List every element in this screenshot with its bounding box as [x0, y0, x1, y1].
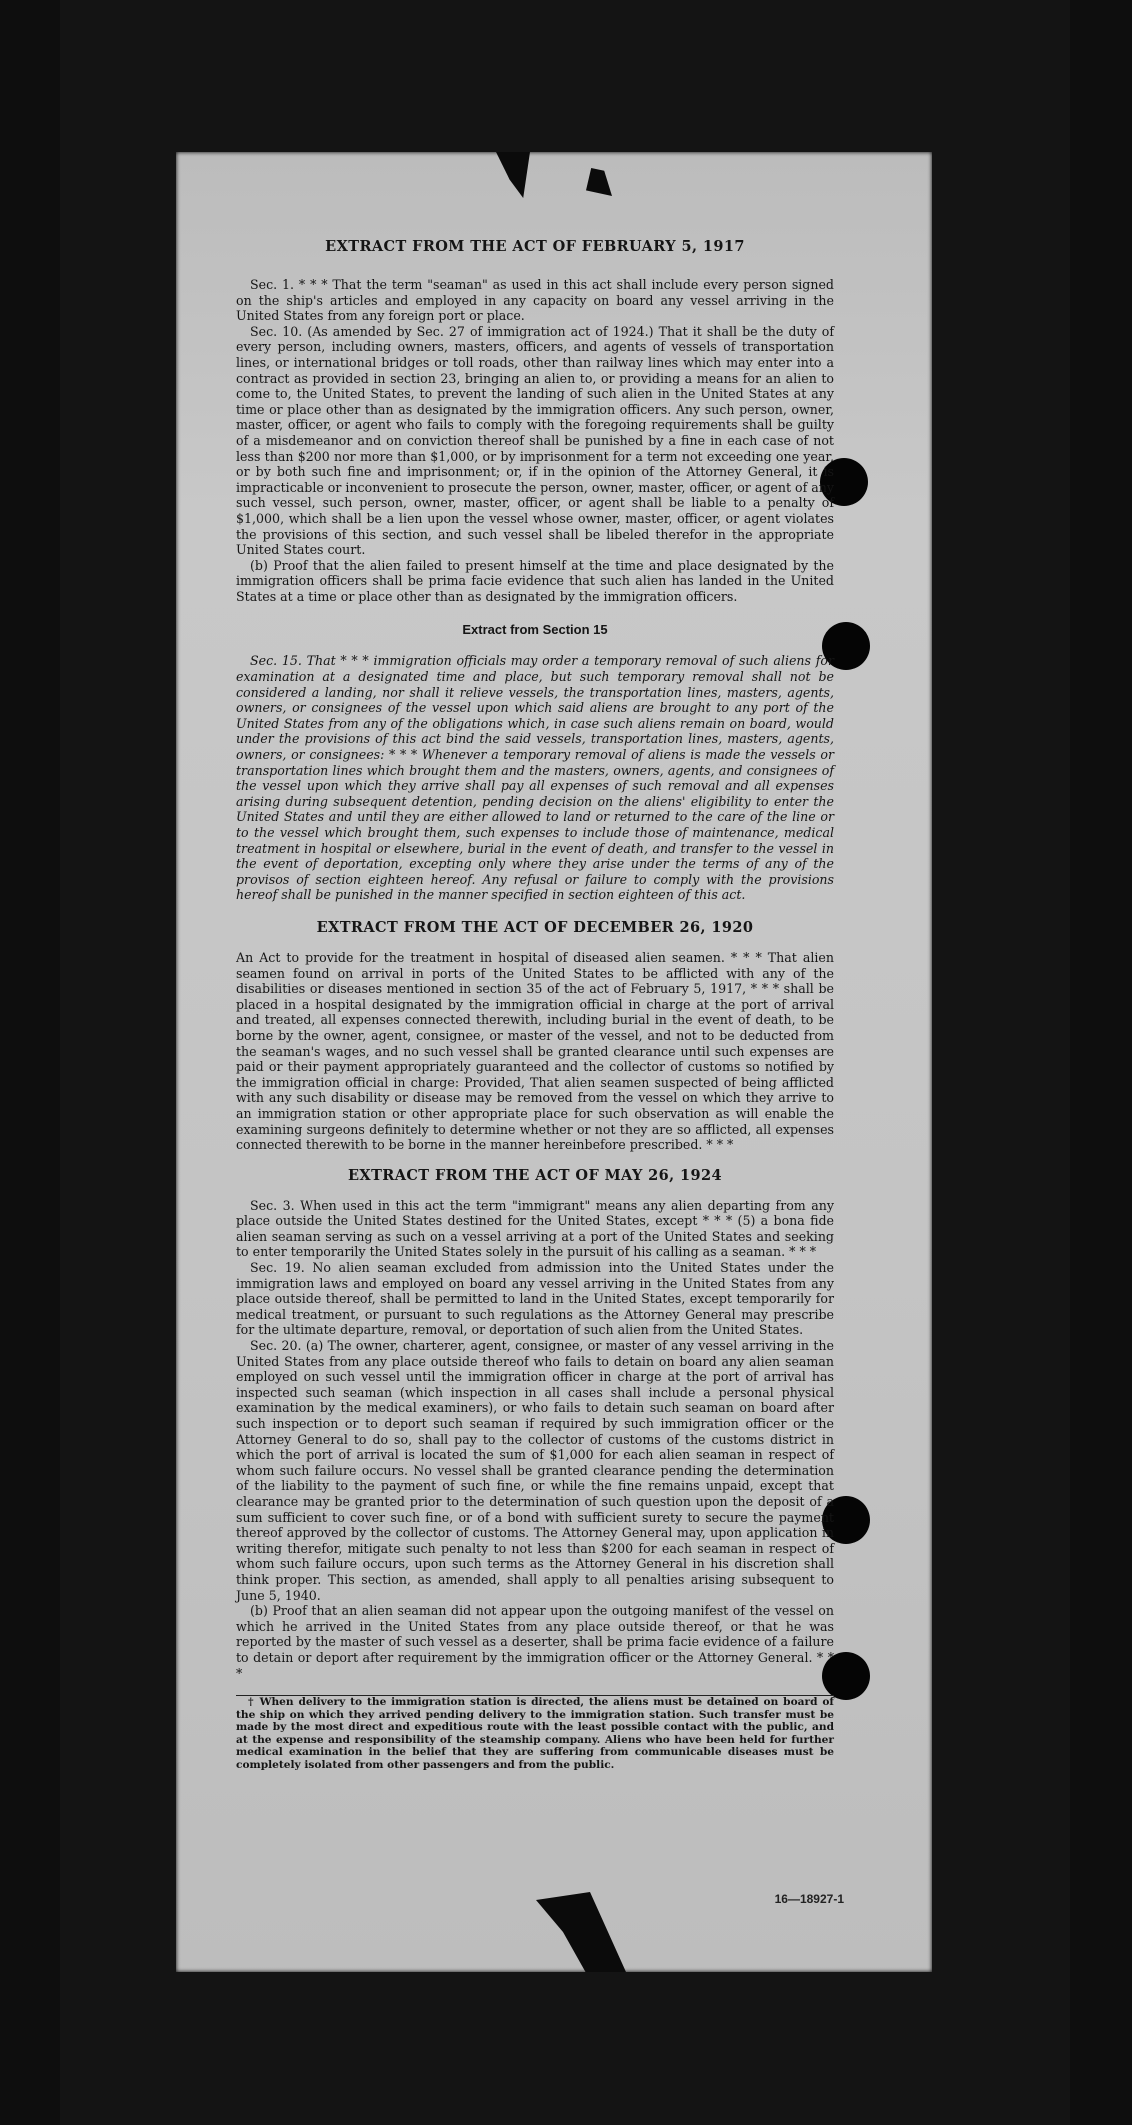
section-heading: EXTRACT FROM THE ACT OF DECEMBER 26, 1920 [316, 918, 754, 936]
paragraph: Sec. 1. * * * That the term "seaman" as used in this act shall include every person signed on the ship's articles and employed in any capacity on board any vessel arriving in the United States from any foreign port or place. [236, 277, 834, 324]
paragraph: Sec. 3. When used in this act the term "immigrant" means any alien departing from any place outside the United States destined for the United States, except * * * (5) a bona fide alien seaman serving as such on a vessel arriving at a port of the United States and seeking to enter temporarily the United States solely in the pursuit of his calling as a seaman. * * * [236, 1197, 834, 1260]
footnote: † When delivery to the immigration station is directed, the aliens must be detained on board of the ship on which they arrived pending delivery to the immigration station. Such transfer must be made by the most direct and expeditious route with the least possible contact with the public, and at the expense and responsibility of the steamship company. Aliens who have been held for further medical examination in the belief that they are suffering from communicable diseases must be completely isolated from other passengers and from the public. [236, 1696, 834, 1772]
section-heading: Extract from Section 15 [462, 622, 608, 638]
paragraph: Sec. 19. No alien seaman excluded from admission into the United States under the immigration laws and employed on board any vessel arriving in the United States from any place outside thereof, shall be permitted to land in the United States, except temporarily for medical treatment, or pursuant to such regulations as the Attorney General may prescribe for the ultimate departure, removal, or deportation of such alien from the United States. [236, 1260, 834, 1338]
section-heading: EXTRACT FROM THE ACT OF MAY 26, 1924 [347, 1166, 723, 1184]
paragraph: Sec. 10. (As amended by Sec. 27 of immigration act of 1924.) That it shall be the duty of every person, including owners, masters, officers, and agents of vessels of transportation lines, or international bridges or toll roads, other than railway lines which may enter into a contract as provided in section 23, bringing an alien to, or providing a means for an alien to come to, the United States, to prevent the landing of such alien in the United States at any time or place other than as designated by the immigration officers. Any such person, owner, master, officer, or agent who fails to comply with the foregoing requirements shall be guilty of a misdemeanor and on conviction thereof shall be punished by a fine in each case of not less than $200 nor more than $1,000, or by imprisonment for a term not exceeding one year, or by both such fine and imprisonment; or, if in the opinion of the Attorney General, it is impracticable or inconvenient to prosecute the person, owner, master, officer, or agent of any such vessel, such person, owner, master, officer, or agent shall be liable to a penalty of $1,000, which shall be a lien upon the vessel whose owner, master, officer, or agent violates the provisions of this section, and such vessel shall be libeled therefor in the appropriate United States court. [236, 323, 834, 558]
section-heading: EXTRACT FROM THE ACT OF FEBRUARY 5, 1917 [325, 238, 745, 255]
document-text [236, 238, 834, 1772]
top-tear-mark-small [586, 168, 612, 196]
document-code: 16—18927-1 [774, 1892, 844, 1906]
top-tear-mark [496, 152, 530, 198]
paragraph: Sec. 20. (a) The owner, charterer, agent, consignee, or master of any vessel arriving in the United States from any place outside thereof who fails to detain on board any alien seaman employed on such vessel until the immigration officer in charge at the port of arrival has inspected such seaman (which inspection in all cases shall include a personal physical examination by the medical examiners), or who fails to detain such seaman on board after such inspection or to deport such seaman if required by such immigration officer or the Attorney General to do so, shall pay to the collector of customs of the customs district in which the port of arrival is located the sum of $1,000 for each alien seaman in respect of whom such failure occurs. No vessel shall be granted clearance pending the determination of the liability to the payment of such fine, or while the fine remains unpaid, except that clearance may be granted prior to the determination of such question upon the deposit of a sum sufficient to cover such fine, or of a bond with sufficient surety to secure the payment thereof approved by the collector of customs. The Attorney General may, upon application in writing therefor, mitigate such penalty to not less than $200 for each seaman in respect of whom such failure occurs, upon such terms as the Attorney General in his discretion shall think proper. This section, as amended, shall apply to all penalties arising subsequent to June 5, 1940. [236, 1338, 834, 1603]
paragraph: (b) Proof that the alien failed to present himself at the time and place designated by the immigration officers shall be prima facie evidence that such alien has landed in the United States at a time or place other than as designated by the immigration officers. [236, 557, 834, 604]
bottom-tear-mark [536, 1892, 626, 1972]
paragraph: An Act to provide for the treatment in hospital of diseased alien seamen. * * * That alien seamen found on arrival in ports of the United States to be afflicted with any of the disabilities or diseases mentioned in section 35 of the act of February 5, 1917, * * * shall be placed in a hospital designated by the immigration official in charge at the port of arrival and treated, all expenses connected therewith, including burial in the event of death, to be borne by the owner, agent, consignee, or master of the vessel, and not to be deducted from the seaman's wages, and no such vessel shall be granted clearance until such expenses are paid or their payment appropriately guaranteed and the collector of customs so notified by the immigration official in charge: Provided, That alien seamen suspected of being afflicted with any such disability or disease may be removed from the vessel on which they arrive to an immigration station or other appropriate place for such observation as will enable the examining surgeons definitely to determine whether or not they are so afflicted, all expenses connected therewith to be borne in the manner hereinbefore prescribed. * * * [236, 949, 834, 1153]
document-page [176, 152, 932, 1972]
paragraph: Sec. 15. That * * * immigration officials may order a temporary removal of such aliens for examination at a designated time and place, but such temporary removal shall not be considered a landing, nor shall it relieve vessels, the transportation lines, masters, agents, owners, or consignees of the vessel upon which said aliens are brought to any port of the United States from any of the obligations which, in case such aliens remain on board, would under the provisions of this act bind the said vessels, transportation lines, masters, agents, owners, or consignees: * * * Whenever a temporary removal of aliens is made the vessels or transportation lines which brought them and the masters, owners, agents, and consignees of the vessel upon which they arrive shall pay all expenses of such removal and all expenses arising during subsequent detention, pending decision on the aliens' eligibility to enter the United States and until they are either allowed to land or returned to the care of the line or to the vessel which brought them, such expenses to include those of maintenance, medical treatment in hospital or elsewhere, burial in the event of death, and transfer to the vessel in the event of deportation, excepting only where they arise under the terms of any of the provisos of section eighteen hereof. Any refusal or failure to comply with the provisions hereof shall be punished in the manner specified in section eighteen of this act. [236, 653, 834, 903]
paragraph: (b) Proof that an alien seaman did not appear upon the outgoing manifest of the vessel on which he arrived in the United States from any place outside thereof, or that he was reported by the master of such vessel as a deserter, shall be prima facie evidence of a failure to detain or deport after requirement by the immigration officer or the Attorney General. * * * [236, 1603, 834, 1681]
